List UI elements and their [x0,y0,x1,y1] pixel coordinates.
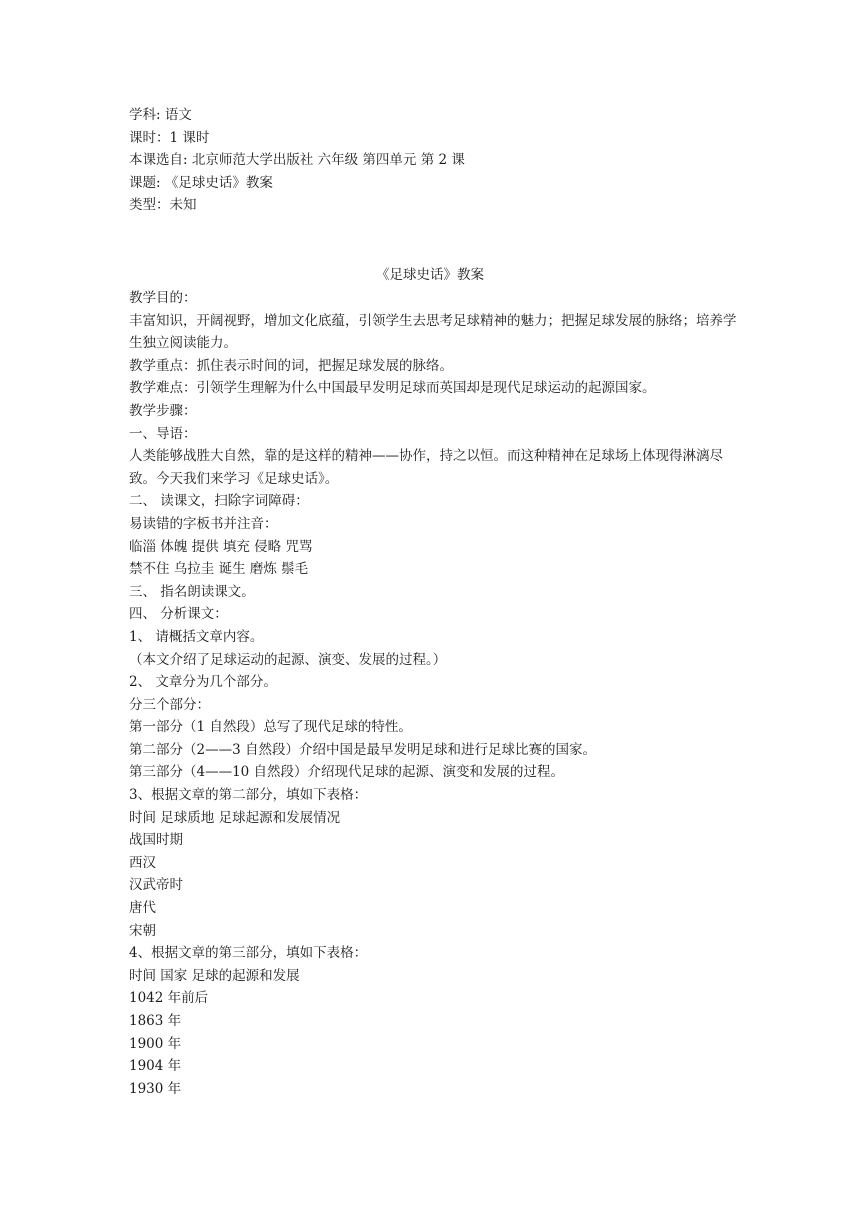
steps-heading: 教学步骤： [129,402,197,419]
table3-header: 时间 国家 足球的起源和发展 [129,967,300,984]
part-2: 第二部分（2——3 自然段）介绍中国是最早发明足球和进行足球比赛的国家。 [129,741,596,758]
meta-type: 类型：未知 [129,197,197,214]
page-title: 《足球史话》教案 [376,267,484,283]
table2-row: 唐代 [129,900,156,917]
difficulty: 教学难点：引领学生理解为什么中国最早发明足球而英国却是现代足球运动的起源国家。 [129,380,656,397]
words-row-2: 禁不住 乌拉圭 诞生 磨炼 鬃毛 [129,561,309,578]
words-row-1: 临淄 体魄 提供 填充 侵略 咒骂 [129,538,313,555]
lesson-body [129,287,741,1100]
step4-heading: 四、 分析课文： [129,606,228,623]
meta-topic: 课题: 《足球史话》教案 [129,174,273,191]
question-2: 2、 文章分为几个部分。 [129,674,277,691]
goal-heading: 教学目的： [129,290,197,306]
step1-heading: 一、导语： [129,425,197,442]
step3-heading: 三、 指名朗读课文。 [129,583,255,600]
question-4: 4、根据文章的第三部分，填如下表格： [129,945,368,962]
table2-row: 西汉 [129,854,156,871]
step2-sub: 易读错的字板书并注音： [129,515,278,532]
table2-row: 宋朝 [129,922,156,939]
meta-subject: 学科: 语文 [129,107,192,123]
goal-text: 丰富知识，开阔视野，增加文化底蕴，引领学生去思考足球精神的魅力；把握足球发展的脉络；培养学生独立阅读能力。 [129,312,737,352]
part-3: 第三部分（4——10 自然段）介绍现代足球的起源、演变和发展的过程。 [129,764,565,781]
step2-heading: 二、 读课文，扫除字词障碍： [129,493,309,510]
table3-row: 1904 年 [129,1058,182,1075]
table3-row: 1900 年 [129,1035,182,1052]
table2-header: 时间 足球质地 足球起源和发展情况 [129,809,341,826]
question-1: 1、 请概括文章内容。 [129,628,264,645]
table3-row: 1863 年 [129,1013,182,1029]
question-3: 3、根据文章的第二部分，填如下表格： [129,787,368,804]
table3-row: 1042 年前后 [129,990,209,1007]
step1-text: 人类能够战胜大自然，靠的是这样的精神——协作，持之以恒。而这种精神在足球场上体现得淋漓尽致。今天我们来学习《足球史话》。 [129,448,723,487]
meta-period: 课时：1 课时 [129,129,210,146]
answer-1: （本文介绍了足球运动的起源、演变、发展的过程。） [129,651,447,668]
key-point: 教学重点：抓住表示时间的词，把握足球发展的脉络。 [129,357,453,374]
table2-row: 汉武帝时 [129,877,183,894]
lesson-meta [129,104,741,217]
part-1: 第一部分（1 自然段）总写了现代足球的特性。 [129,719,412,736]
answer-2-intro: 分三个部分： [129,696,210,713]
meta-source: 本课选自: 北京师范大学出版社 六年级 第四单元 第 2 课 [129,152,465,169]
table2-row: 战国时期 [129,832,183,849]
table3-row: 1930 年 [129,1080,182,1097]
